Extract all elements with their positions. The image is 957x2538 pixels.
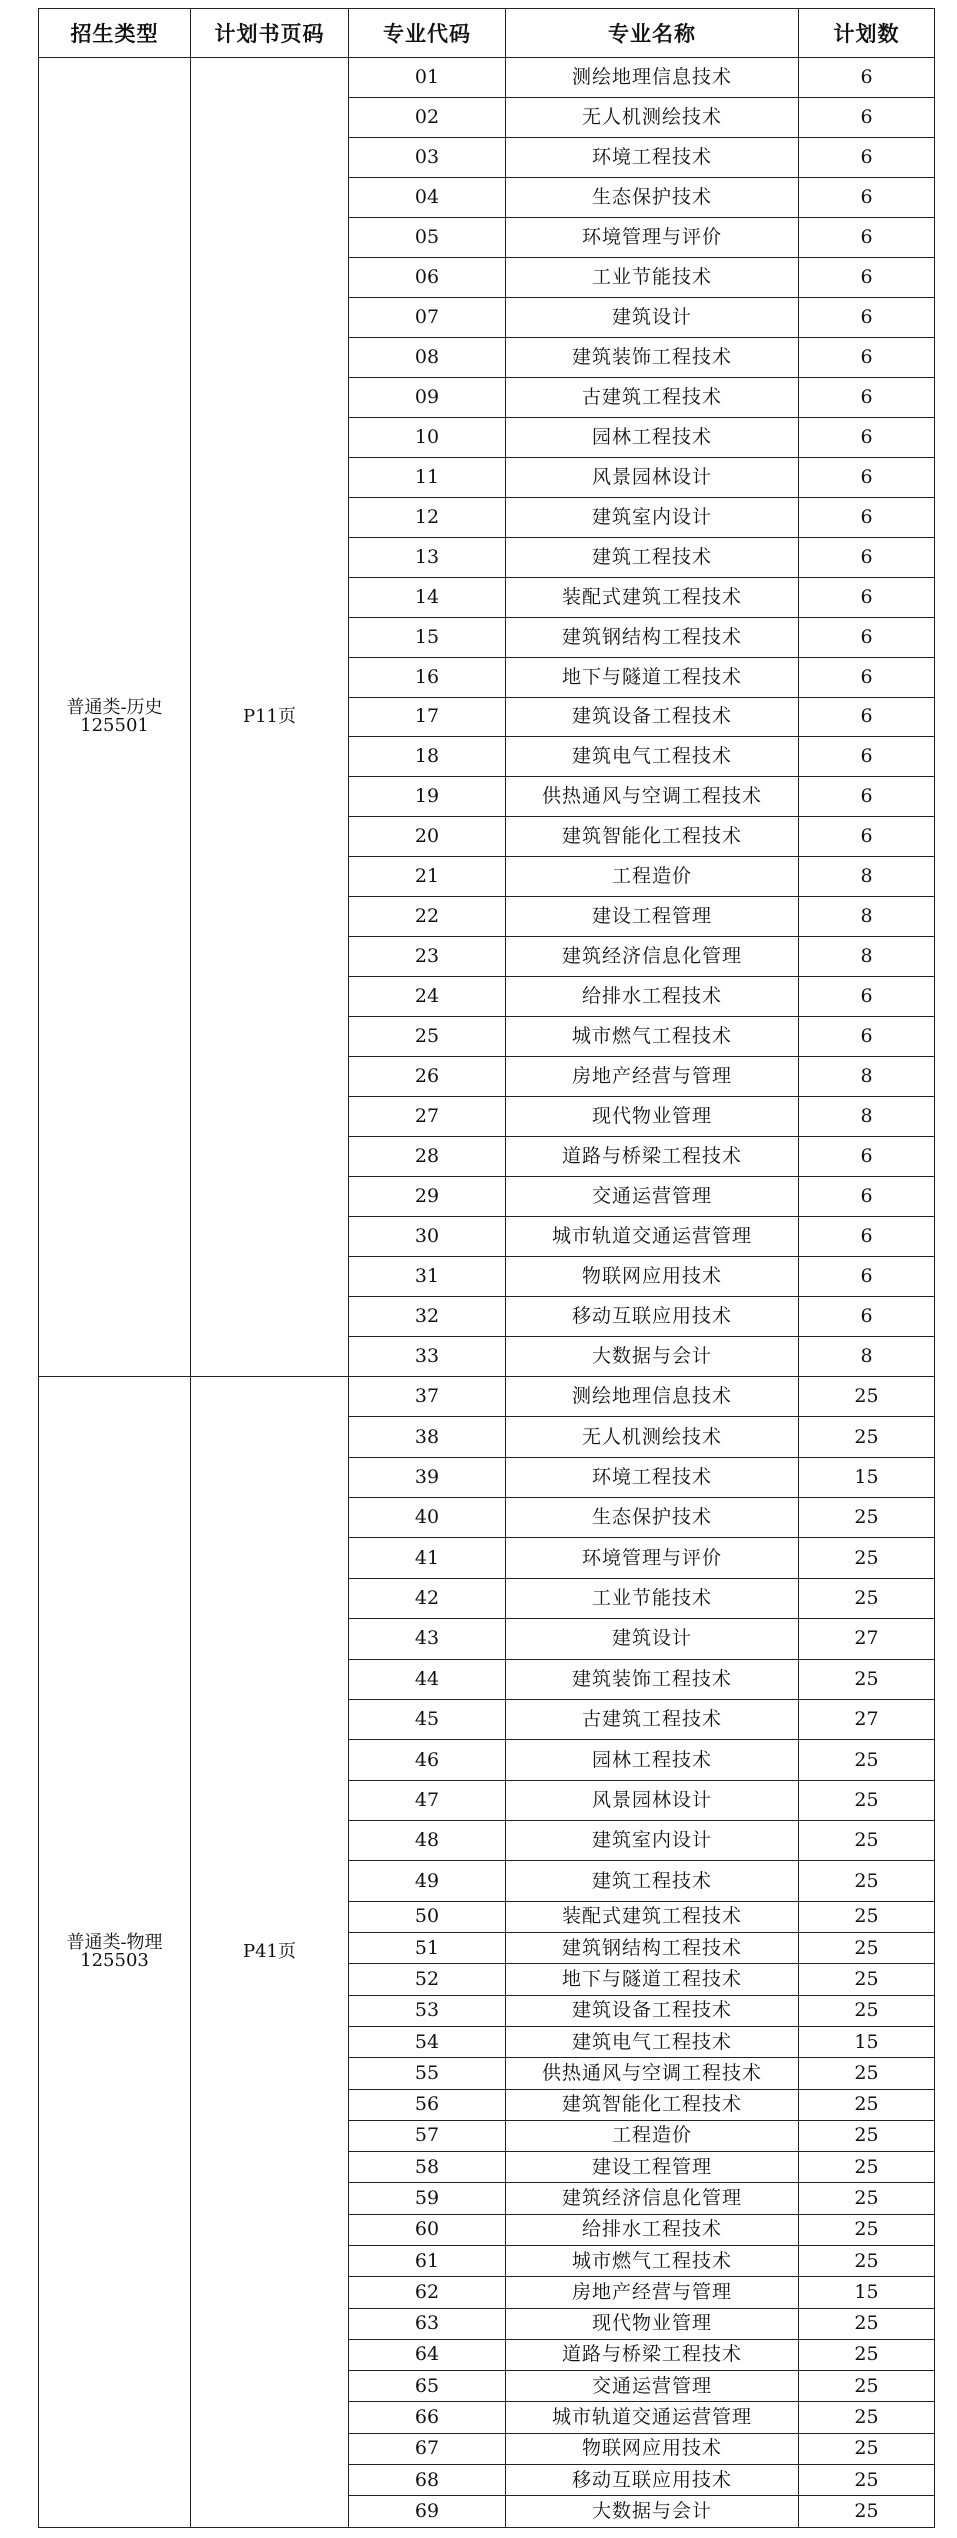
plan-count-cell: 25 xyxy=(799,1376,935,1416)
major-code-cell: 67 xyxy=(349,2433,506,2464)
major-name-cell: 建筑电气工程技术 xyxy=(506,2026,799,2057)
major-code-cell: 11 xyxy=(349,457,506,497)
plan-count-cell: 6 xyxy=(799,1297,935,1337)
major-code-cell: 69 xyxy=(349,2496,506,2528)
major-code-cell: 39 xyxy=(349,1457,506,1497)
major-code-cell: 51 xyxy=(349,1933,506,1964)
enrollment-plan-table xyxy=(38,8,935,2528)
major-code-cell: 24 xyxy=(349,977,506,1017)
major-code-cell: 19 xyxy=(349,777,506,817)
major-name-cell: 工程造价 xyxy=(506,857,799,897)
plan-count-cell: 25 xyxy=(799,1538,935,1578)
plan-count-cell: 25 xyxy=(799,1933,935,1964)
major-name-cell: 建筑经济信息化管理 xyxy=(506,2183,799,2214)
major-code-cell: 52 xyxy=(349,1964,506,1995)
major-name-cell: 环境工程技术 xyxy=(506,137,799,177)
major-name-cell: 建筑钢结构工程技术 xyxy=(506,1933,799,1964)
major-code-cell: 40 xyxy=(349,1498,506,1538)
major-name-cell: 地下与隧道工程技术 xyxy=(506,1964,799,1995)
plan-count-cell: 25 xyxy=(799,2245,935,2276)
major-code-cell: 27 xyxy=(349,1097,506,1137)
plan-count-cell: 25 xyxy=(799,1740,935,1780)
plan-count-cell: 6 xyxy=(799,257,935,297)
enroll-type-cell xyxy=(39,58,191,1377)
plan-count-cell: 6 xyxy=(799,737,935,777)
plan-count-cell: 6 xyxy=(799,617,935,657)
plan-count-cell: 6 xyxy=(799,137,935,177)
major-name-cell: 测绘地理信息技术 xyxy=(506,1376,799,1416)
major-code-cell: 68 xyxy=(349,2464,506,2495)
major-code-cell: 63 xyxy=(349,2308,506,2339)
major-code-cell: 16 xyxy=(349,657,506,697)
major-code-cell: 49 xyxy=(349,1861,506,1901)
header-enroll-type: 招生类型 xyxy=(39,9,191,58)
major-name-cell: 城市燃气工程技术 xyxy=(506,1017,799,1057)
plan-count-cell: 25 xyxy=(799,1578,935,1618)
plan-count-cell: 25 xyxy=(799,2183,935,2214)
major-code-cell: 12 xyxy=(349,497,506,537)
page-number-cell: P41页 xyxy=(191,1376,349,2527)
header-page-number: 计划书页码 xyxy=(191,9,349,58)
plan-count-cell: 25 xyxy=(799,1901,935,1932)
plan-count-cell: 8 xyxy=(799,897,935,937)
major-name-cell: 给排水工程技术 xyxy=(506,977,799,1017)
major-name-cell: 道路与桥梁工程技术 xyxy=(506,1137,799,1177)
plan-count-cell: 25 xyxy=(799,1659,935,1699)
plan-count-cell: 15 xyxy=(799,2277,935,2308)
table-body xyxy=(39,58,935,2528)
plan-count-cell: 6 xyxy=(799,1177,935,1217)
major-code-cell: 29 xyxy=(349,1177,506,1217)
major-code-cell: 61 xyxy=(349,2245,506,2276)
major-code-cell: 13 xyxy=(349,537,506,577)
major-name-cell: 建筑设计 xyxy=(506,1619,799,1659)
major-name-cell: 生态保护技术 xyxy=(506,177,799,217)
plan-count-cell: 6 xyxy=(799,1017,935,1057)
major-name-cell: 建筑设备工程技术 xyxy=(506,697,799,737)
major-code-cell: 41 xyxy=(349,1538,506,1578)
major-code-cell: 60 xyxy=(349,2214,506,2245)
major-code-cell: 18 xyxy=(349,737,506,777)
header-plan-count: 计划数 xyxy=(799,9,935,58)
major-name-cell: 建筑工程技术 xyxy=(506,1861,799,1901)
plan-count-cell: 25 xyxy=(799,2496,935,2528)
plan-count-cell: 25 xyxy=(799,2464,935,2495)
major-code-cell: 54 xyxy=(349,2026,506,2057)
major-name-cell: 古建筑工程技术 xyxy=(506,377,799,417)
major-name-cell: 风景园林设计 xyxy=(506,1780,799,1820)
plan-count-cell: 8 xyxy=(799,857,935,897)
major-name-cell: 房地产经营与管理 xyxy=(506,1057,799,1097)
major-name-cell: 建设工程管理 xyxy=(506,897,799,937)
plan-count-cell: 6 xyxy=(799,537,935,577)
major-code-cell: 32 xyxy=(349,1297,506,1337)
major-code-cell: 42 xyxy=(349,1578,506,1618)
major-name-cell: 无人机测绘技术 xyxy=(506,97,799,137)
major-code-cell: 57 xyxy=(349,2120,506,2151)
major-name-cell: 现代物业管理 xyxy=(506,1097,799,1137)
major-code-cell: 03 xyxy=(349,137,506,177)
major-name-cell: 给排水工程技术 xyxy=(506,2214,799,2245)
major-name-cell: 大数据与会计 xyxy=(506,1337,799,1377)
major-code-cell: 17 xyxy=(349,697,506,737)
major-name-cell: 移动互联应用技术 xyxy=(506,1297,799,1337)
plan-count-cell: 25 xyxy=(799,1780,935,1820)
major-code-cell: 64 xyxy=(349,2339,506,2370)
page-number-cell: P11页 xyxy=(191,58,349,1377)
major-code-cell: 20 xyxy=(349,817,506,857)
plan-count-cell: 27 xyxy=(799,1699,935,1739)
plan-count-cell: 6 xyxy=(799,977,935,1017)
plan-count-cell: 6 xyxy=(799,297,935,337)
major-code-cell: 38 xyxy=(349,1417,506,1457)
plan-count-cell: 6 xyxy=(799,58,935,98)
plan-count-cell: 25 xyxy=(799,1964,935,1995)
plan-count-cell: 6 xyxy=(799,497,935,537)
major-code-cell: 47 xyxy=(349,1780,506,1820)
major-name-cell: 风景园林设计 xyxy=(506,457,799,497)
plan-count-cell: 8 xyxy=(799,1057,935,1097)
plan-count-cell: 6 xyxy=(799,657,935,697)
major-code-cell: 50 xyxy=(349,1901,506,1932)
major-name-cell: 古建筑工程技术 xyxy=(506,1699,799,1739)
major-code-cell: 04 xyxy=(349,177,506,217)
major-code-cell: 28 xyxy=(349,1137,506,1177)
major-name-cell: 建筑钢结构工程技术 xyxy=(506,617,799,657)
major-code-cell: 05 xyxy=(349,217,506,257)
major-name-cell: 城市轨道交通运营管理 xyxy=(506,2402,799,2433)
plan-count-cell: 6 xyxy=(799,777,935,817)
plan-count-cell: 8 xyxy=(799,937,935,977)
table-row xyxy=(39,1376,935,1416)
plan-count-cell: 25 xyxy=(799,1995,935,2026)
plan-count-cell: 25 xyxy=(799,2433,935,2464)
major-code-cell: 65 xyxy=(349,2371,506,2402)
enroll-type-code: 125501 xyxy=(80,714,149,736)
major-code-cell: 15 xyxy=(349,617,506,657)
header-major-name: 专业名称 xyxy=(506,9,799,58)
major-name-cell: 工程造价 xyxy=(506,2120,799,2151)
major-name-cell: 工业节能技术 xyxy=(506,1578,799,1618)
major-name-cell: 建筑智能化工程技术 xyxy=(506,2089,799,2120)
major-code-cell: 59 xyxy=(349,2183,506,2214)
major-code-cell: 23 xyxy=(349,937,506,977)
major-name-cell: 建筑设计 xyxy=(506,297,799,337)
major-code-cell: 56 xyxy=(349,2089,506,2120)
major-code-cell: 58 xyxy=(349,2152,506,2183)
major-name-cell: 无人机测绘技术 xyxy=(506,1417,799,1457)
major-name-cell: 地下与隧道工程技术 xyxy=(506,657,799,697)
major-name-cell: 建设工程管理 xyxy=(506,2152,799,2183)
major-code-cell: 37 xyxy=(349,1376,506,1416)
major-code-cell: 46 xyxy=(349,1740,506,1780)
major-name-cell: 道路与桥梁工程技术 xyxy=(506,2339,799,2370)
major-name-cell: 建筑电气工程技术 xyxy=(506,737,799,777)
major-name-cell: 装配式建筑工程技术 xyxy=(506,577,799,617)
plan-count-cell: 25 xyxy=(799,2089,935,2120)
table-row xyxy=(39,58,935,98)
plan-count-cell: 8 xyxy=(799,1337,935,1377)
plan-count-cell: 25 xyxy=(799,2058,935,2089)
major-code-cell: 26 xyxy=(349,1057,506,1097)
enroll-type-code: 125503 xyxy=(80,1949,149,1971)
major-code-cell: 22 xyxy=(349,897,506,937)
major-name-cell: 环境管理与评价 xyxy=(506,217,799,257)
major-code-cell: 43 xyxy=(349,1619,506,1659)
major-code-cell: 21 xyxy=(349,857,506,897)
major-name-cell: 供热通风与空调工程技术 xyxy=(506,2058,799,2089)
plan-count-cell: 6 xyxy=(799,177,935,217)
plan-count-cell: 6 xyxy=(799,337,935,377)
plan-count-cell: 6 xyxy=(799,577,935,617)
plan-count-cell: 25 xyxy=(799,1498,935,1538)
plan-count-cell: 25 xyxy=(799,2308,935,2339)
major-code-cell: 53 xyxy=(349,1995,506,2026)
plan-count-cell: 25 xyxy=(799,1821,935,1861)
major-code-cell: 30 xyxy=(349,1217,506,1257)
plan-count-cell: 6 xyxy=(799,377,935,417)
major-name-cell: 大数据与会计 xyxy=(506,2496,799,2528)
major-code-cell: 66 xyxy=(349,2402,506,2433)
major-name-cell: 园林工程技术 xyxy=(506,1740,799,1780)
major-name-cell: 建筑设备工程技术 xyxy=(506,1995,799,2026)
major-name-cell: 装配式建筑工程技术 xyxy=(506,1901,799,1932)
major-code-cell: 02 xyxy=(349,97,506,137)
plan-count-cell: 6 xyxy=(799,1217,935,1257)
enroll-type-name: 普通类-物理 xyxy=(66,1931,163,1953)
major-name-cell: 建筑智能化工程技术 xyxy=(506,817,799,857)
major-name-cell: 城市燃气工程技术 xyxy=(506,2245,799,2276)
plan-count-cell: 25 xyxy=(799,2371,935,2402)
major-name-cell: 工业节能技术 xyxy=(506,257,799,297)
plan-count-cell: 27 xyxy=(799,1619,935,1659)
major-name-cell: 环境管理与评价 xyxy=(506,1538,799,1578)
major-code-cell: 10 xyxy=(349,417,506,457)
major-code-cell: 33 xyxy=(349,1337,506,1377)
major-name-cell: 园林工程技术 xyxy=(506,417,799,457)
major-name-cell: 物联网应用技术 xyxy=(506,1257,799,1297)
major-name-cell: 城市轨道交通运营管理 xyxy=(506,1217,799,1257)
plan-count-cell: 25 xyxy=(799,2152,935,2183)
plan-count-cell: 15 xyxy=(799,2026,935,2057)
major-name-cell: 现代物业管理 xyxy=(506,2308,799,2339)
major-name-cell: 建筑室内设计 xyxy=(506,1821,799,1861)
major-name-cell: 交通运营管理 xyxy=(506,1177,799,1217)
enroll-type-name: 普通类-历史 xyxy=(66,696,163,718)
major-code-cell: 62 xyxy=(349,2277,506,2308)
major-name-cell: 房地产经营与管理 xyxy=(506,2277,799,2308)
major-name-cell: 供热通风与空调工程技术 xyxy=(506,777,799,817)
plan-count-cell: 15 xyxy=(799,1457,935,1497)
major-code-cell: 01 xyxy=(349,58,506,98)
major-code-cell: 14 xyxy=(349,577,506,617)
header-row xyxy=(39,9,935,58)
major-name-cell: 交通运营管理 xyxy=(506,2371,799,2402)
plan-count-cell: 25 xyxy=(799,1417,935,1457)
major-code-cell: 55 xyxy=(349,2058,506,2089)
major-name-cell: 测绘地理信息技术 xyxy=(506,58,799,98)
major-name-cell: 建筑室内设计 xyxy=(506,497,799,537)
major-code-cell: 09 xyxy=(349,377,506,417)
plan-count-cell: 25 xyxy=(799,2214,935,2245)
plan-count-cell: 6 xyxy=(799,1257,935,1297)
plan-count-cell: 6 xyxy=(799,817,935,857)
major-code-cell: 07 xyxy=(349,297,506,337)
plan-count-cell: 6 xyxy=(799,217,935,257)
major-name-cell: 建筑装饰工程技术 xyxy=(506,1659,799,1699)
plan-count-cell: 6 xyxy=(799,457,935,497)
plan-count-cell: 25 xyxy=(799,1861,935,1901)
major-name-cell: 环境工程技术 xyxy=(506,1457,799,1497)
major-code-cell: 48 xyxy=(349,1821,506,1861)
major-code-cell: 45 xyxy=(349,1699,506,1739)
major-name-cell: 移动互联应用技术 xyxy=(506,2464,799,2495)
major-name-cell: 生态保护技术 xyxy=(506,1498,799,1538)
major-code-cell: 31 xyxy=(349,1257,506,1297)
plan-count-cell: 25 xyxy=(799,2339,935,2370)
major-code-cell: 25 xyxy=(349,1017,506,1057)
plan-count-cell: 6 xyxy=(799,97,935,137)
plan-count-cell: 6 xyxy=(799,1137,935,1177)
major-name-cell: 建筑工程技术 xyxy=(506,537,799,577)
enroll-type-cell xyxy=(39,1376,191,2527)
major-code-cell: 06 xyxy=(349,257,506,297)
major-code-cell: 44 xyxy=(349,1659,506,1699)
plan-count-cell: 8 xyxy=(799,1097,935,1137)
major-code-cell: 08 xyxy=(349,337,506,377)
plan-count-cell: 6 xyxy=(799,697,935,737)
plan-count-cell: 25 xyxy=(799,2120,935,2151)
plan-count-cell: 25 xyxy=(799,2402,935,2433)
plan-count-cell: 6 xyxy=(799,417,935,457)
major-name-cell: 建筑装饰工程技术 xyxy=(506,337,799,377)
major-name-cell: 物联网应用技术 xyxy=(506,2433,799,2464)
major-name-cell: 建筑经济信息化管理 xyxy=(506,937,799,977)
header-major-code: 专业代码 xyxy=(349,9,506,58)
